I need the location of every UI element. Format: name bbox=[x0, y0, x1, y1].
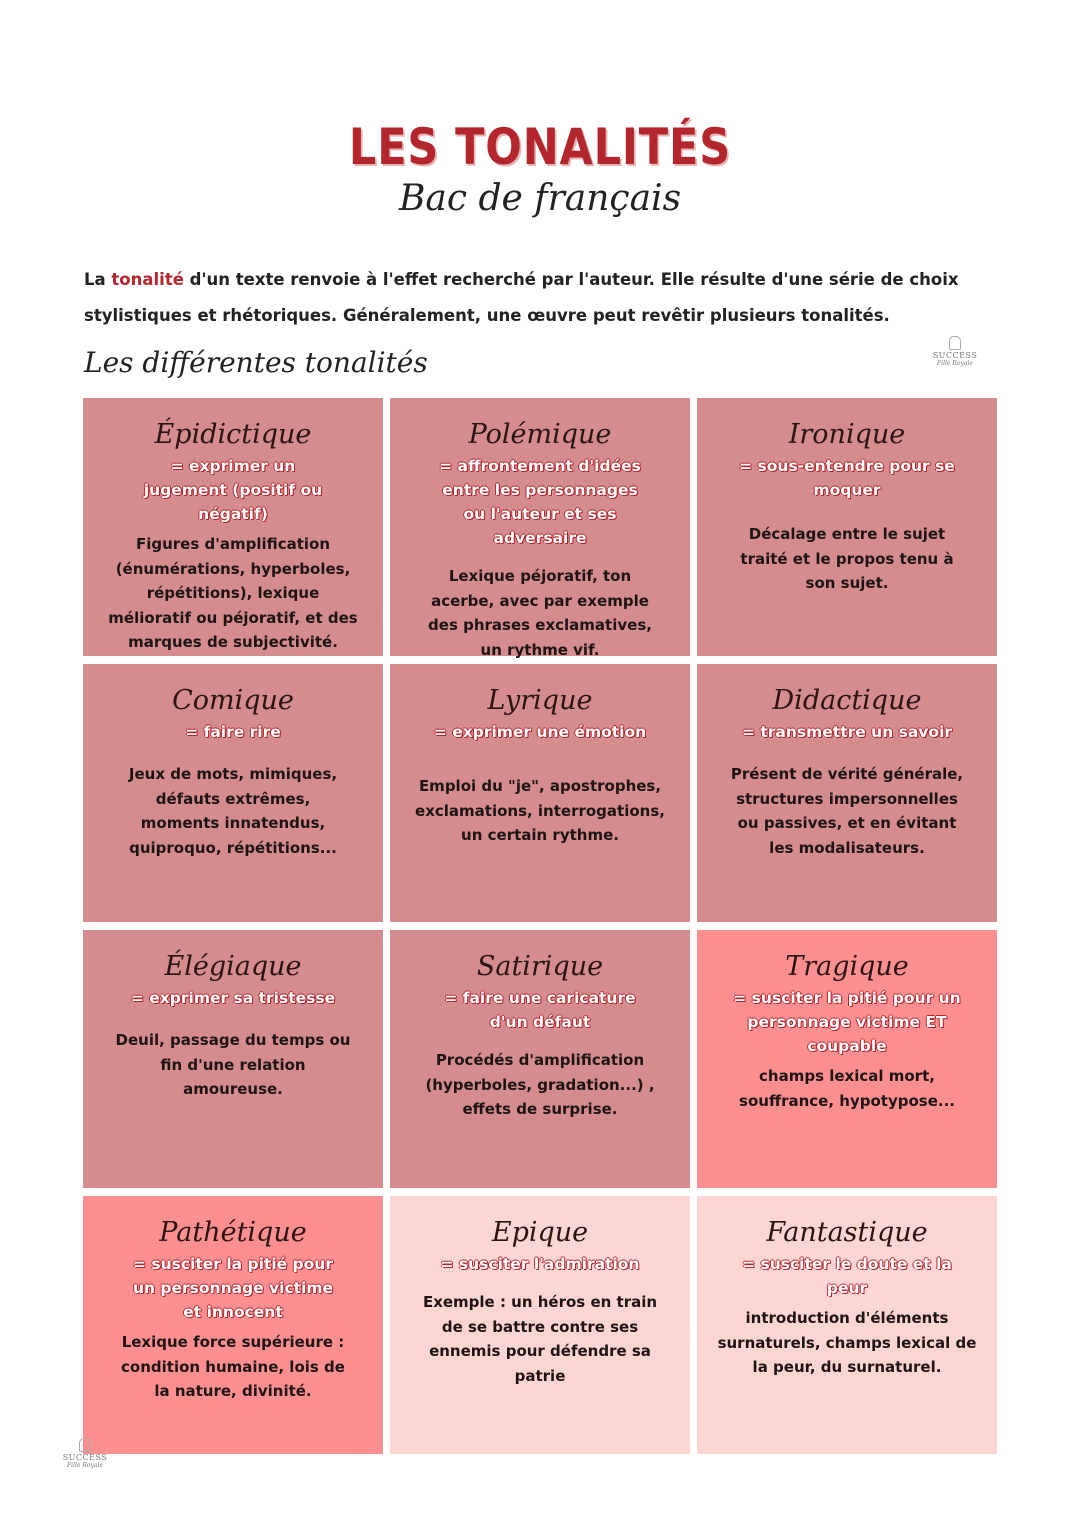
page-title: LES TONALITÉS bbox=[348, 118, 732, 176]
card-definition: = exprimer une émotion bbox=[433, 723, 647, 741]
card-description: Présent de vérité générale, structures impersonnelles ou passives, et en évitant les modalisateurs. bbox=[730, 765, 964, 857]
card-name: Satirique bbox=[476, 951, 604, 982]
tonalites-grid bbox=[83, 398, 998, 1453]
logo-bottom-line1: SUCCESS bbox=[62, 1453, 108, 1462]
card-name: Lyrique bbox=[487, 685, 593, 716]
logo-bottom bbox=[55, 1438, 115, 1469]
card-description: Lexique force supérieure : condition humaine, lois de la nature, divinité. bbox=[121, 1333, 345, 1400]
card-description: Procédés d'amplification (hyperboles, gradation...) , effets de surprise. bbox=[425, 1051, 655, 1118]
logo-top-line1: SUCCESS bbox=[932, 351, 978, 360]
card-ironique bbox=[697, 398, 997, 656]
card-name: Pathétique bbox=[159, 1217, 307, 1248]
card-definition: = exprimer un jugement (positif ou négatif) bbox=[143, 457, 323, 523]
page-subtitle: Bac de français bbox=[398, 178, 682, 219]
card-description: champs lexical mort, souffrance, hypotypose... bbox=[739, 1067, 955, 1110]
card-definition: = affrontement d'idées entre les personnages ou l'auteur et ses adversaire bbox=[439, 457, 641, 547]
card-elegiaque bbox=[83, 930, 383, 1188]
intro-paragraph bbox=[84, 262, 1004, 334]
logo-bottom-line2: Fille Royale bbox=[67, 1462, 103, 1469]
card-definition: = exprimer sa tristesse bbox=[130, 989, 336, 1007]
card-pathetique bbox=[83, 1196, 383, 1454]
logo-mark-icon bbox=[79, 1438, 91, 1452]
card-comique bbox=[83, 664, 383, 922]
card-description: Deuil, passage du temps ou fin d'une relation amoureuse. bbox=[115, 1031, 351, 1098]
card-name: Epique bbox=[491, 1217, 589, 1248]
card-name: Didactique bbox=[772, 685, 922, 716]
card-definition: = faire une caricature d'un défaut bbox=[444, 989, 636, 1031]
card-name: Polémique bbox=[468, 419, 612, 450]
card-description: Figures d'amplification (énumérations, hyperboles, répétitions), lexique mélioratif ou péjoratif, et des marques de subjectivité. bbox=[108, 535, 358, 651]
intro-highlight: tonalité bbox=[111, 270, 184, 289]
card-description: Lexique péjoratif, ton acerbe, avec par exemple des phrases exclamatives, un rythme vif. bbox=[428, 567, 652, 659]
card-name: Ironique bbox=[788, 419, 906, 450]
intro-text-end: d'un texte renvoie à l'effet recherché par l'auteur. Elle résulte d'une série de choix stylistiques et rhétoriques. Généralement, une œuvre peut revêtir plusieurs tonalités. bbox=[84, 270, 959, 325]
card-definition: = sous-entendre pour se moquer bbox=[739, 457, 955, 499]
card-lyrique bbox=[390, 664, 690, 922]
card-description: introduction d'éléments surnaturels, champs lexical de la peur, du surnaturel. bbox=[717, 1309, 977, 1376]
card-description: Jeux de mots, mimiques, défauts extrêmes, moments innatendus, quiproquo, répétitions... bbox=[128, 765, 338, 857]
card-definition: = transmettre un savoir bbox=[741, 723, 953, 741]
card-name: Tragique bbox=[785, 951, 909, 982]
card-name: Comique bbox=[172, 685, 294, 716]
card-tragique bbox=[697, 930, 997, 1188]
card-description: Emploi du "je", apostrophes, exclamations, interrogations, un certain rythme. bbox=[415, 777, 665, 844]
intro-text-start: La bbox=[84, 270, 112, 289]
card-definition: = faire rire bbox=[185, 723, 281, 741]
logo-mark-icon bbox=[949, 336, 961, 350]
card-polemique bbox=[390, 398, 690, 659]
section-title: Les différentes tonalités bbox=[84, 346, 428, 379]
card-epidictique bbox=[83, 398, 383, 656]
logo-top-line2: Fille Royale bbox=[937, 360, 973, 367]
card-name: Élégiaque bbox=[164, 951, 302, 982]
card-fantastique bbox=[697, 1196, 997, 1454]
card-epique bbox=[390, 1196, 690, 1454]
card-name: Fantastique bbox=[766, 1217, 928, 1248]
card-description: Décalage entre le sujet traité et le propos tenu à son sujet. bbox=[740, 525, 954, 592]
card-description: Exemple : un héros en train de se battre contre ses ennemis pour défendre sa patrie bbox=[422, 1293, 658, 1385]
card-satirique bbox=[390, 930, 690, 1188]
card-definition: = susciter la pitié pour un personnage victime et innocent bbox=[132, 1255, 334, 1321]
card-definition: = susciter la pitié pour un personnage victime ET coupable bbox=[733, 989, 961, 1055]
card-didactique bbox=[697, 664, 997, 922]
logo-top bbox=[925, 336, 985, 367]
card-definition: = susciter l'admiration bbox=[440, 1255, 640, 1273]
card-definition: = susciter le doute et la peur bbox=[742, 1255, 952, 1297]
card-name: Épidictique bbox=[154, 419, 312, 450]
